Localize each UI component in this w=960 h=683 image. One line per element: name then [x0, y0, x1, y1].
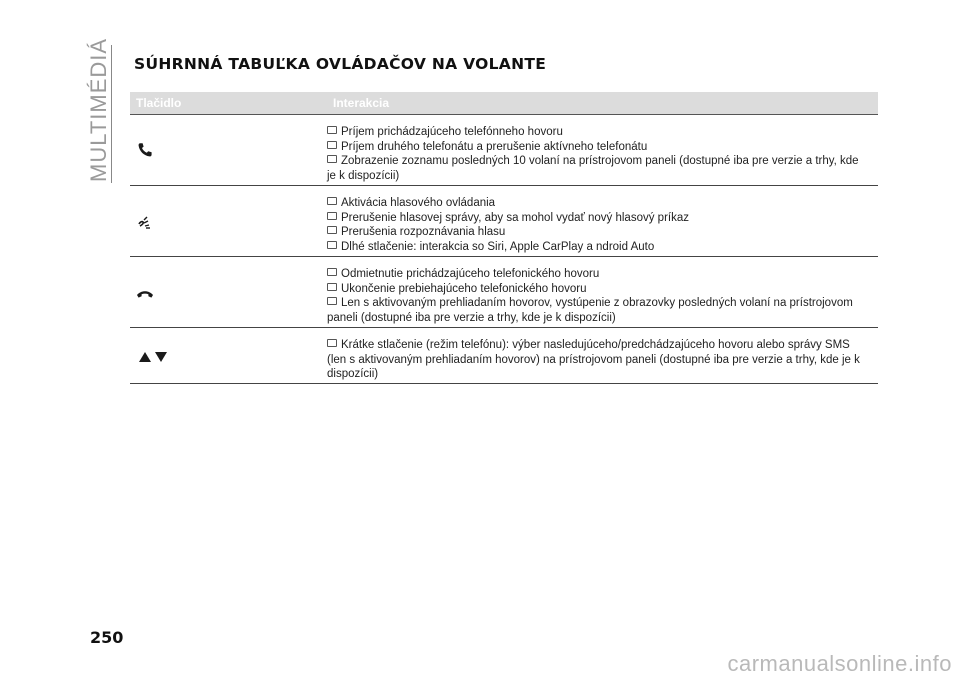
hang-up-icon [136, 289, 154, 299]
list-item: Príjem druhého telefonátu a prerušenie aktívneho telefonátu [327, 140, 870, 155]
list-item: Ukončenie prebiehajúceho telefonického hovoru [327, 282, 870, 297]
table-row [130, 257, 878, 328]
list-item: Aktivácia hlasového ovládania [327, 196, 870, 211]
interaction-cell [327, 115, 878, 185]
list-item: Prerušenia rozpoznávania hlasu [327, 225, 870, 240]
section-title: MULTIMÉDIÁ [86, 37, 111, 182]
header-interaction: Interakcia [333, 96, 390, 110]
button-cell [130, 257, 327, 327]
list-item: Odmietnutie prichádzajúceho telefonického hovoru [327, 267, 870, 282]
interaction-cell [327, 257, 878, 327]
list-item: Dlhé stlačenie: interakcia so Siri, Apple CarPlay a ndroid Auto [327, 240, 870, 255]
button-cell [130, 115, 327, 185]
list-item: Príjem prichádzajúceho telefónneho hovoru [327, 125, 870, 140]
page-number: 250 [90, 628, 124, 647]
table-row [130, 328, 878, 384]
header-button: Tlačidlo [136, 96, 182, 110]
section-divider [111, 45, 112, 183]
watermark: carmanualsonline.info [727, 651, 952, 676]
table-row [130, 115, 878, 186]
button-cell [130, 186, 327, 256]
phone-icon [137, 142, 153, 158]
list-item: Zobrazenie zoznamu posledných 10 volaní na prístrojovom paneli (dostupné iba pre verzie a trhy, kde je k dispozícii) [327, 154, 870, 183]
list-item: Len s aktivovaným prehliadaním hovorov, vystúpenie z obrazovky posledných volaní na prístrojovom paneli (dostupné iba pre verzie a trhy, kde je k dispozícii) [327, 296, 870, 325]
table-row [130, 186, 878, 257]
button-cell [130, 328, 327, 383]
interaction-cell [327, 186, 878, 256]
up-down-arrows-icon [138, 351, 168, 363]
controls-table [130, 92, 878, 384]
list-item: Krátke stlačenie (režim telefónu): výber nasledujúceho/predchádzajúceho hovoru alebo správy SMS (len s aktivovaným prehliadaním hovorov) na prístrojovom paneli (dostupné iba pre verzie a trhy, kde je k dispozícii) [327, 338, 870, 382]
page-heading: SÚHRNNÁ TABUĽKA OVLÁDAČOV NA VOLANTE [134, 55, 547, 73]
voice-command-icon [136, 212, 152, 230]
table-header [130, 92, 878, 115]
interaction-cell [327, 328, 878, 383]
list-item: Prerušenie hlasovej správy, aby sa mohol vydať nový hlasový príkaz [327, 211, 870, 226]
